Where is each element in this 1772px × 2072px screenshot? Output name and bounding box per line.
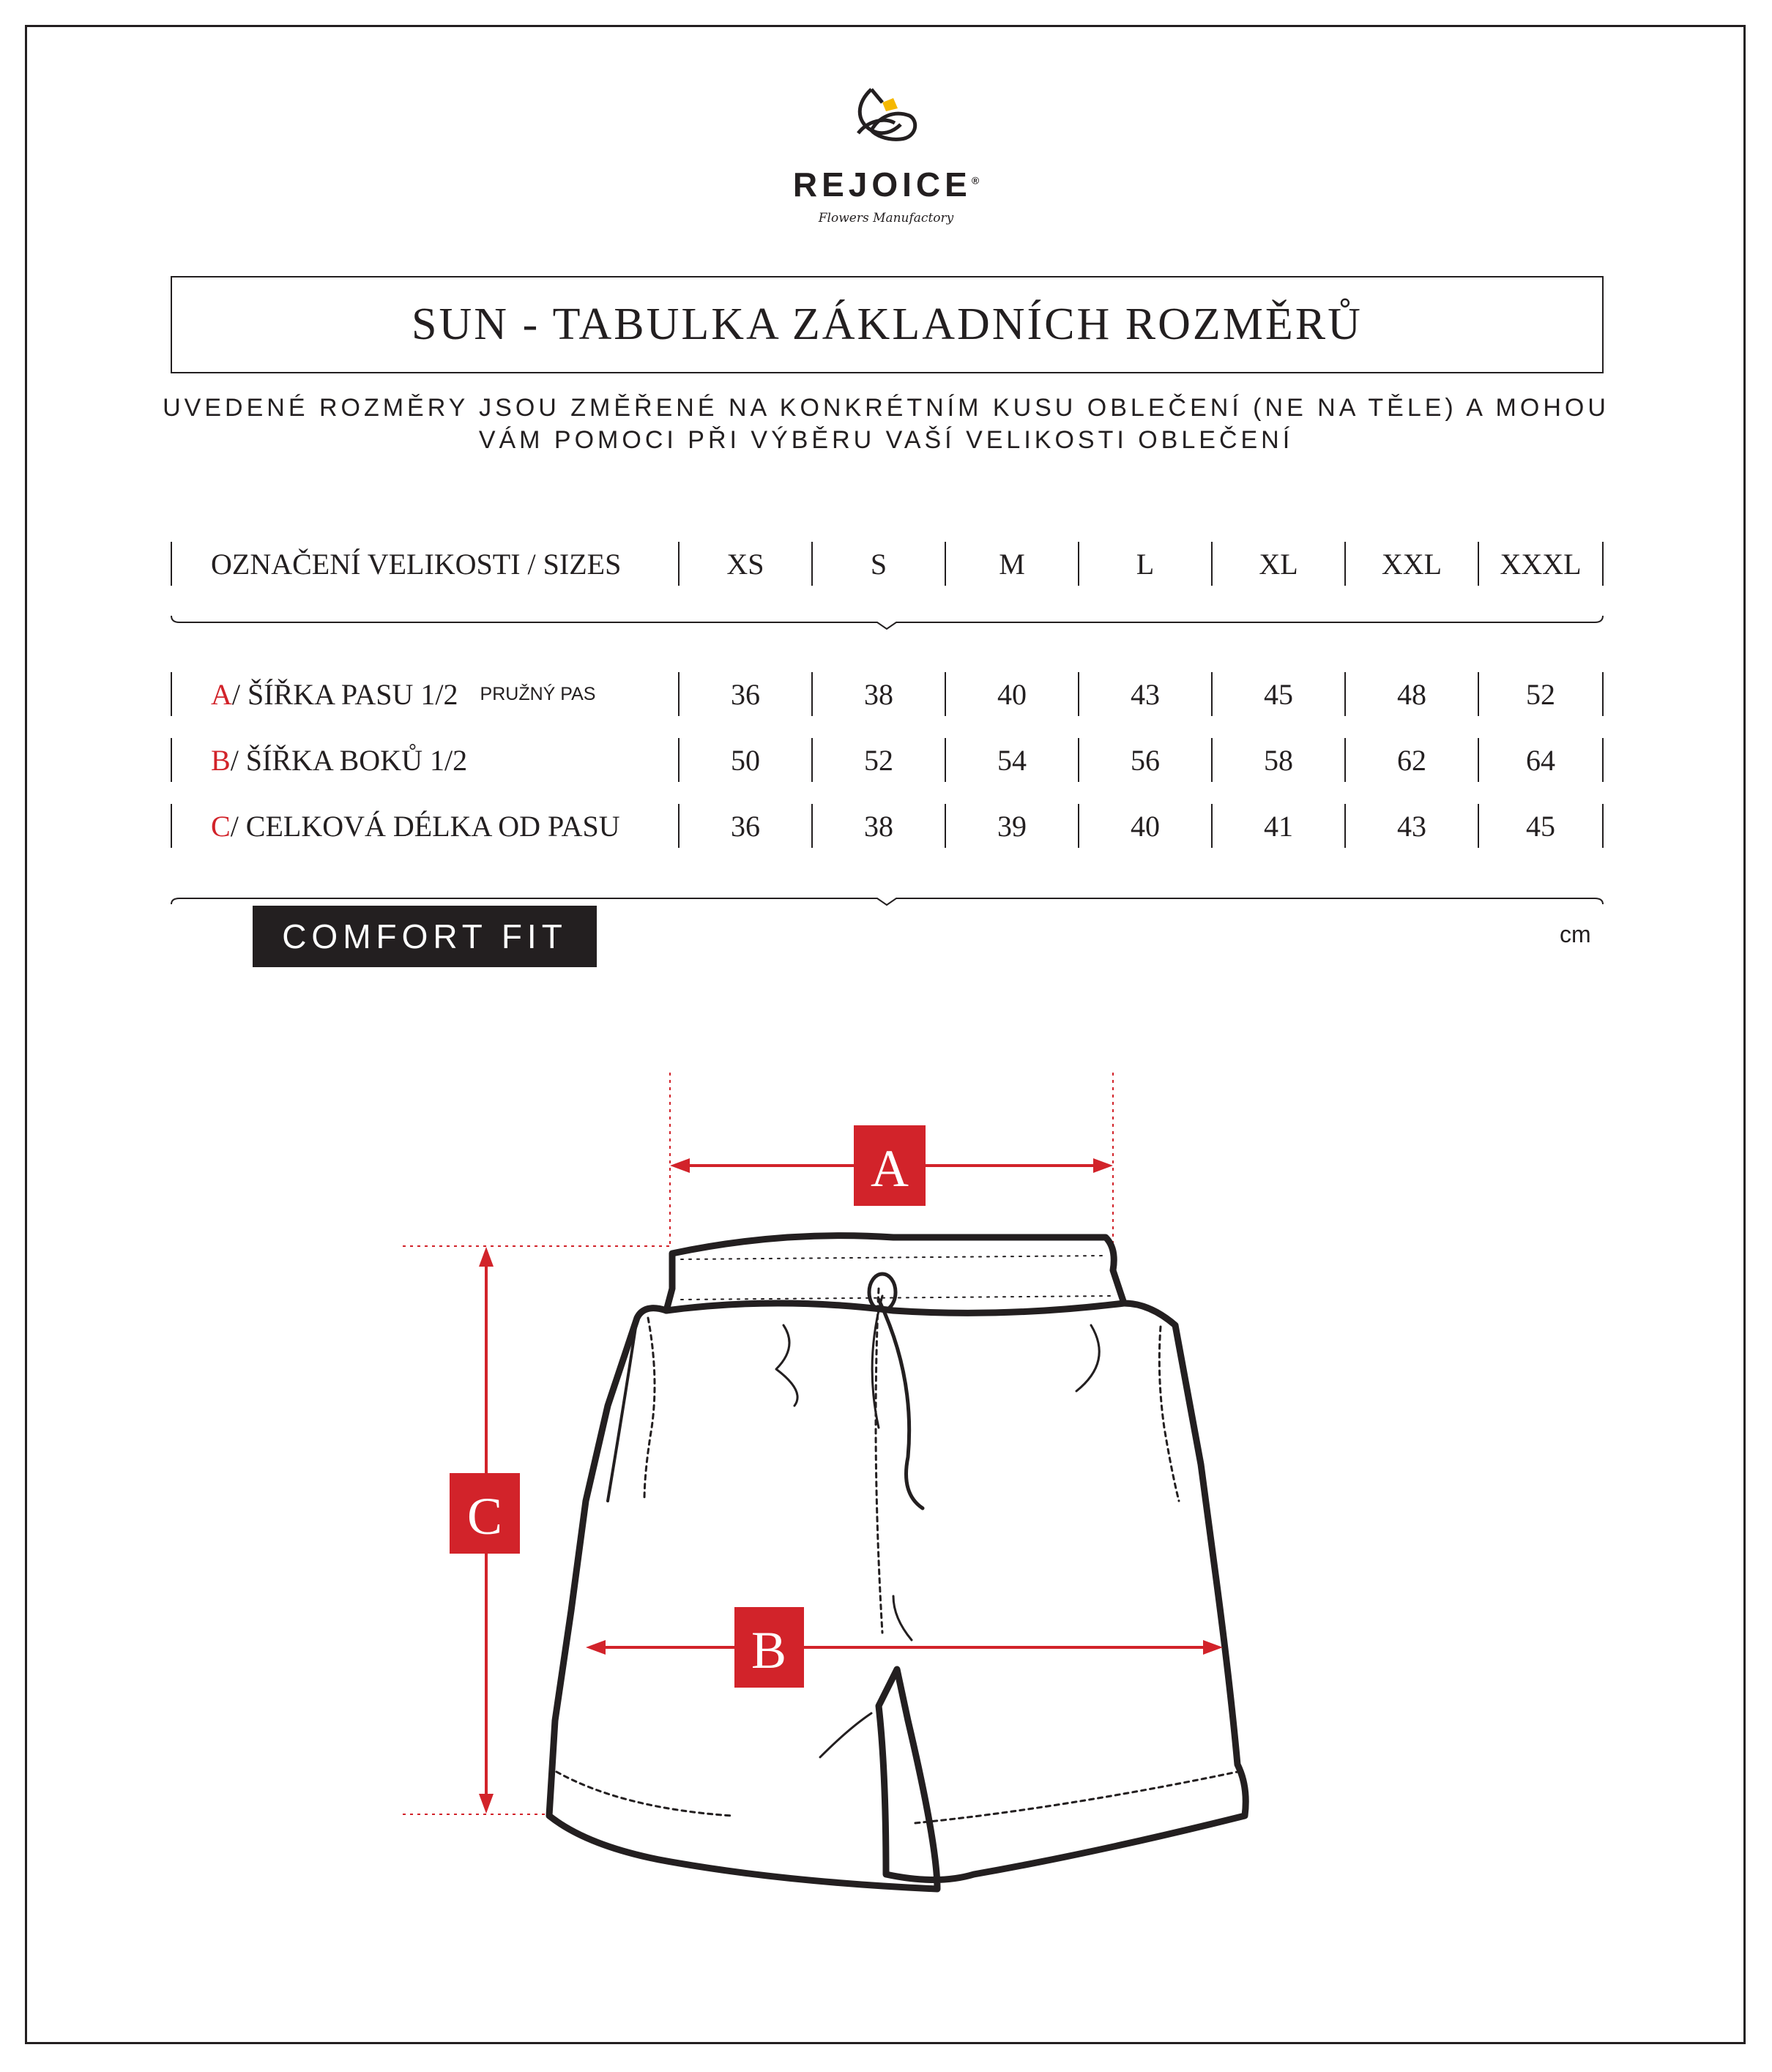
value-cell: 54 (997, 743, 1027, 777)
value-cell: 40 (997, 677, 1027, 711)
brand-name: REJOICE® (792, 165, 980, 204)
row-label: B / ŠÍŘKA BOKŮ 1/2 (211, 743, 468, 777)
fit-badge: COMFORT FIT (253, 906, 597, 967)
brand-tagline: Flowers Manufactory (818, 211, 954, 226)
row-label: C / CELKOVÁ DÉLKA OD PASU (211, 809, 620, 843)
value-cell: 41 (1264, 809, 1293, 843)
page-title: SUN - TABULKA ZÁKLADNÍCH ROZMĚRŮ (171, 276, 1604, 373)
value-cell: 62 (1397, 743, 1426, 777)
measurement-note-line-1: UVEDENÉ ROZMĚRY JSOU ZMĚŘENÉ NA KONKRÉTNÍM KUSU OBLEČENÍ (NE NA TĚLE) A MOHOU (163, 394, 1609, 422)
dimension-arrow-b (586, 1640, 1223, 1655)
size-s: S (870, 547, 887, 581)
value-cell: 36 (731, 677, 760, 711)
dimension-label-c: C (466, 1487, 503, 1546)
unit-label: cm (1560, 921, 1591, 947)
dimension-label-b: B (751, 1621, 787, 1680)
value-cell: 43 (1131, 677, 1160, 711)
value-cell: 38 (864, 677, 893, 711)
dimension-label-a: A (871, 1139, 909, 1198)
shorts-outline (549, 1236, 1246, 1889)
value-cell: 36 (731, 809, 760, 843)
size-xxl: XXL (1381, 547, 1442, 581)
size-xs: XS (726, 547, 764, 581)
value-cell: 40 (1131, 809, 1160, 843)
value-cell: 43 (1397, 809, 1426, 843)
value-cell: 52 (864, 743, 893, 777)
size-xl: XL (1259, 547, 1298, 581)
row-label: A / ŠÍŘKA PASU 1/2 PRUŽNÝ PAS (211, 677, 596, 711)
size-l: L (1136, 547, 1155, 581)
value-cell: 45 (1264, 677, 1293, 711)
size-m: M (999, 547, 1025, 581)
value-cell: 48 (1397, 677, 1426, 711)
value-cell: 58 (1264, 743, 1293, 777)
value-cell: 56 (1131, 743, 1160, 777)
value-cell: 50 (731, 743, 760, 777)
value-cell: 39 (997, 809, 1027, 843)
value-cell: 38 (864, 809, 893, 843)
measurement-note-line-2: VÁM POMOCI PŘI VÝBĚRU VAŠÍ VELIKOSTI OBLEČENÍ (478, 426, 1294, 454)
value-cell: 52 (1526, 677, 1555, 711)
value-cell: 64 (1526, 743, 1555, 777)
size-xxxl: XXXL (1500, 547, 1582, 581)
value-cell: 45 (1526, 809, 1555, 843)
size-header-label: OZNAČENÍ VELIKOSTI / SIZES (211, 547, 622, 581)
